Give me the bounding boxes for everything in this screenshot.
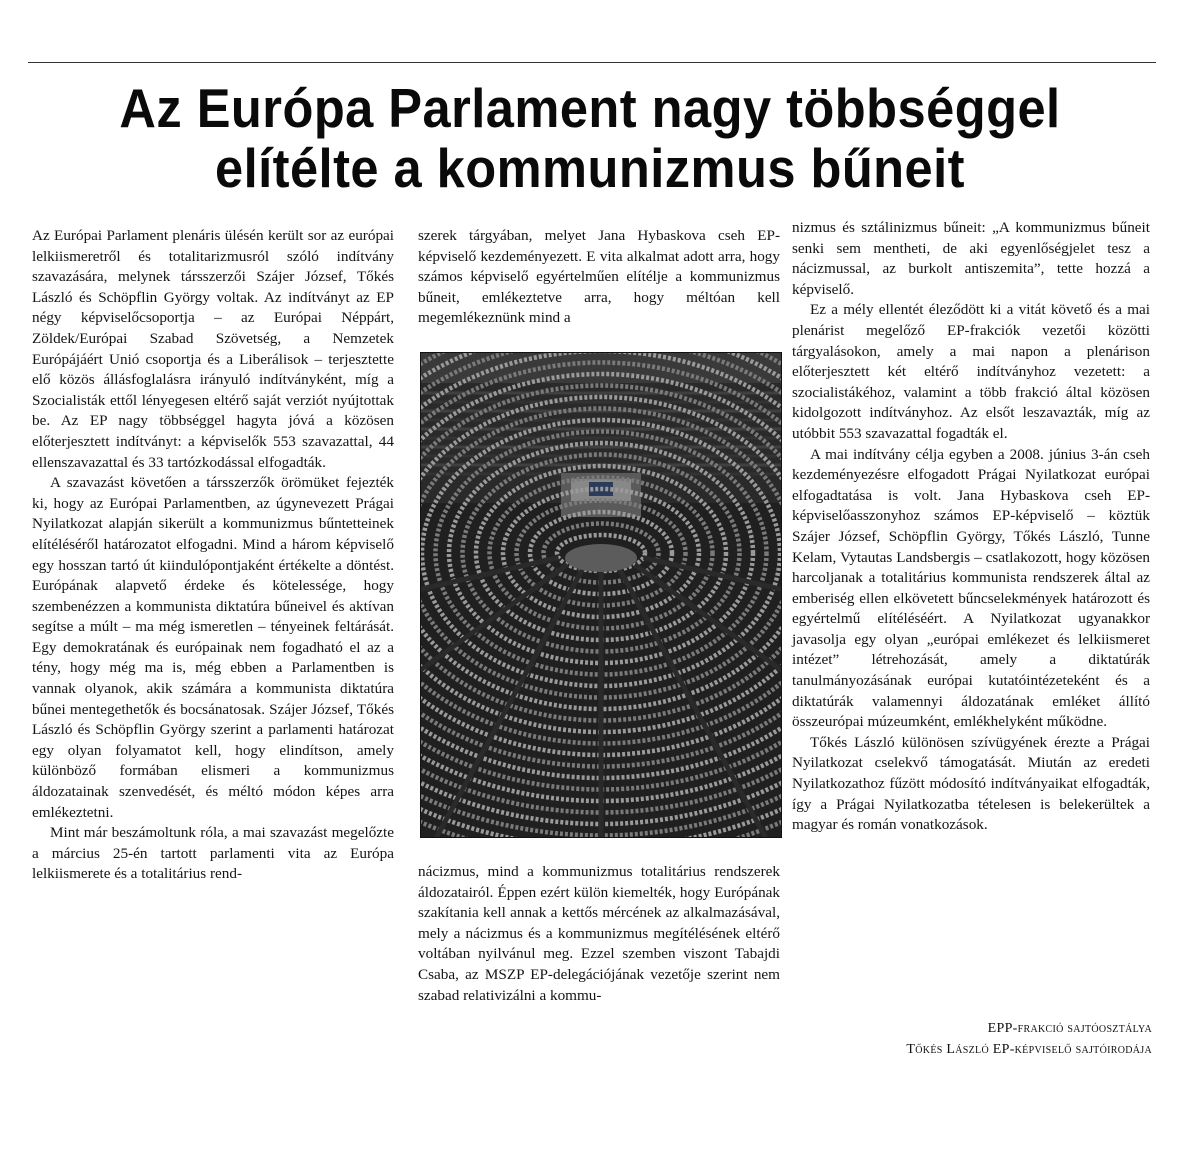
parliament-hemicycle-photo (420, 352, 782, 838)
article-column-2-top (418, 226, 780, 329)
credit-press-office: EPP-frakció sajtóosztálya (987, 1021, 1152, 1036)
running-head (410, 48, 770, 62)
article-column-3 (792, 218, 1150, 836)
headline-line-2: elítélte a kommunizmus bűneit (214, 137, 965, 199)
credit-mep-office: Tőkés László EP-képviselő sajtóirodája (906, 1042, 1152, 1057)
paragraph: A mai indítvány célja egyben a 2008. június 3-án cseh kezdeményezésre elfogadott Prágai Nyilatkozat európai elfogadtatása is volt. Jana Hybaskova cseh EP-képviselőasszonyhoz számos EP-képviselő – köztük Szájer József, Schöpflin György, Tőkés László, Tunne Kelam, Vytautas Landsbergis – csatlakozott, hogy közösen harcoljanak a totalitárius kommunista rendszerek által az emberiség ellen elkövetett bűncselekmények határozott és egyértelmű elítéléséért. A Nyilatkozat ugyanakkor javasolja egy olyan „európai emlékezet és lelkiismeret intézet” létrehozását, amely a diktatúrák tanulmányozásának európai kutatóintézeteként és a diktatúrák valamennyi áldozatának emléket állító összeurópai múzeumként, emlékhelyként működne. (792, 445, 1150, 731)
running-head-right (1090, 48, 1160, 62)
top-rule (28, 62, 1156, 63)
paragraph: szerek tárgyában, melyet Jana Hybaskova cseh EP-képviselő kezdeményezett. E vita alkalmat adott arra, hogy számos képviselő egyértelműen elítélje a kommunizmus bűneit, emlékeztetve arra, hogy méltóan kell megemlékeznünk mind a (418, 227, 780, 327)
article-column-2-bottom (418, 862, 780, 1006)
headline (75, 78, 1105, 198)
article-column-1 (32, 226, 394, 885)
paragraph: Az Európai Parlament plenáris ülésén került sor az európai lelkiismeretről és totalitarizmusról szóló indítvány szavazására, melynek társszerzői Szájer József, Tőkés László és Schöpflin György voltak. Az indítványt az EP négy képviselőcsoportja – az Európai Néppárt, Zöldek/Európai Szabad Szövetség, a Nemzetek Európájáért Unió csoportja és a Liberálisok – terjesztette elő közös állásfoglalásra irányuló indítványként, míg a Szocialisták ettől lényegesen eltérő saját verziót nyújtottak be. Az EP nagy többséggel hagyta jóvá a közösen előterjesztett indítványt: a képviselők 553 szavazattal, 44 ellenszavazattal és 33 tartózkodással elfogadták. (32, 227, 394, 471)
paragraph: Ez a mély ellentét éleződött ki a vitát követő és a mai plenárist megelőző EP-frakciók vezetői közötti tárgyalásokon, amely a mai napon a plenárison előterjesztett két eltérő indítványhoz vezetett: a szocialistákéhoz, valamint a több frakció által közösen kidolgozott indítványhoz. Az elsőt leszavazták, míg az utóbbit 553 szavazattal fogadták el. (792, 301, 1150, 442)
paragraph: nácizmus, mind a kommunizmus totalitárius rendszerek áldozatairól. Éppen ezért külön kiemelték, hogy Európának szakítania kell annak a kettős mércének az alkalmazásával, mely a nácizmus és a kommunizmus megítélésének eltérő voltában nyilvánul meg. Ezzel szemben viszont Tabajdi Csaba, az MSZP EP-delegációjának vezetője szerint nem szabad relativizálni a kommu- (418, 863, 780, 1004)
paragraph: Mint már beszámoltunk róla, a mai szavazást megelőzte a március 25-én tartott parlamenti vita az Európa lelkiismerete és a totalitárius rend- (32, 824, 394, 883)
headline-line-1: Az Európa Parlament nagy többséggel (119, 77, 1061, 139)
paragraph: Tőkés László különösen szívügyének érezte a Prágai Nyilatkozat cselekvő támogatását. Miután az eredeti Nyilatkozathoz fűzött módosító indítványaikat elfogadták, így a Prágai Nyilatkozatba tételesen is belekerültek a magyar és román vonatkozások. (792, 733, 1150, 834)
paragraph: A szavazást követően a társszerzők örömüket fejezték ki, hogy az Európai Parlamentben, az úgynevezett Prágai Nyilatkozat alapján sikerült a kommunizmus bűntetteinek elítéléséről határozatot elfogadni. Mind a három képviselő egy hosszan tartó út kiindulópontjaként értékelte a döntést. Európának alapvető érdeke és kötelessége, hogy szembenézzen a kommunista diktatúra bűneivel és aktívan segítse a múlt – ma még ismeretlen – tényeinek feltárását. Egy demokratának és európainak nem fogadható el az a tény, hogy még ma is, még ebben a Parlamentben is vannak olyanok, akik számára a kommunista diktatúra bűnei mentegethetők és bocsánatosak. Szájer József, Tőkés László és Schöpflin György szerint a parlamenti határozat egy olyan folyamatot kell, hogy elindítson, amely különböző formában elismeri a kommunizmus áldozatainak szenvedését, és méltó módon képes arra emlékeztetni. (32, 474, 394, 821)
paragraph: nizmus és sztálinizmus bűneit: „A kommunizmus bűneit senki sem mentheti, de aki egyenlőségjelet tesz a nácizmussal, az burkolt antiszemita”, tette hozzá a képviselő. (792, 219, 1150, 298)
